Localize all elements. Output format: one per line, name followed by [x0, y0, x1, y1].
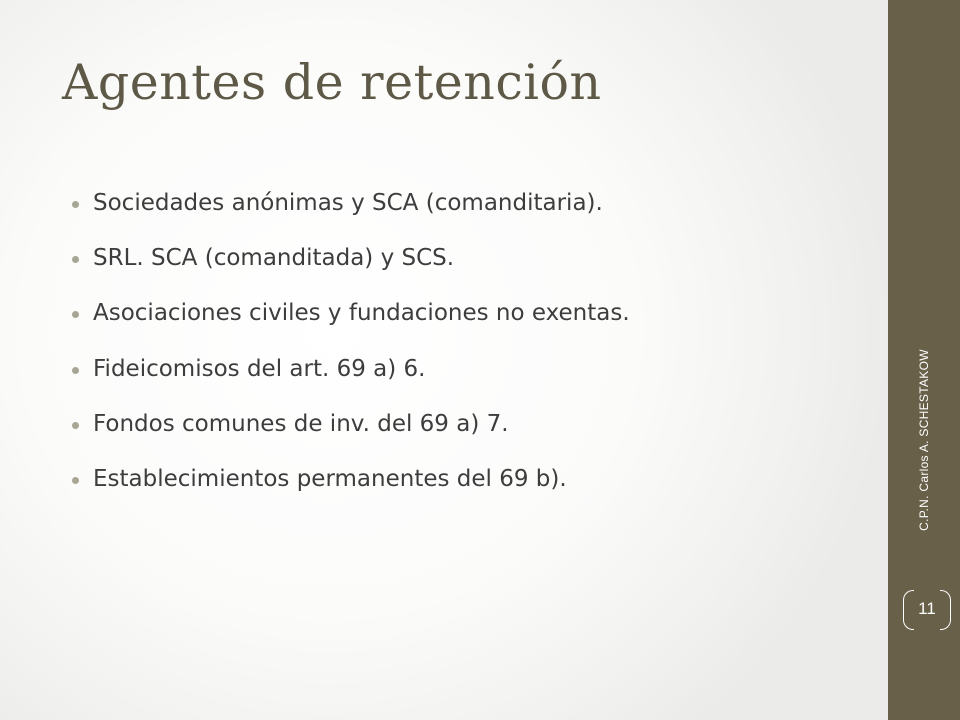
- footer-author: C.P.N. Carlos A. SCHESTAKOW: [917, 349, 931, 531]
- bullet-item: [72, 176, 630, 231]
- page-number: 11: [903, 584, 951, 634]
- bullet-text: Sociedades anónimas y SCA (comanditaria).: [93, 190, 603, 216]
- bullet-dot-icon: [72, 256, 79, 263]
- bullet-item: [72, 452, 630, 507]
- slide-title: Agentes de retención: [62, 54, 602, 111]
- bullet-text: Asociaciones civiles y fundaciones no exentas.: [93, 300, 630, 327]
- bullet-dot-icon: [72, 477, 79, 484]
- bullet-list: [72, 176, 630, 507]
- bullet-item: [72, 231, 630, 286]
- bullet-text: Establecimientos permanentes del 69 b).: [93, 465, 567, 492]
- bullet-dot-icon: [72, 201, 79, 208]
- bullet-text: Fondos comunes de inv. del 69 a) 7.: [93, 410, 509, 437]
- bullet-dot-icon: [72, 422, 79, 429]
- bullet-item: [72, 397, 630, 452]
- bullet-item: [72, 286, 630, 341]
- bullet-text: Fideicomisos del art. 69 a) 6.: [93, 355, 426, 382]
- bullet-dot-icon: [72, 367, 79, 374]
- bullet-item: [72, 342, 630, 397]
- bullet-dot-icon: [72, 311, 79, 318]
- bullet-text: SRL. SCA (comanditada) y SCS.: [93, 245, 455, 272]
